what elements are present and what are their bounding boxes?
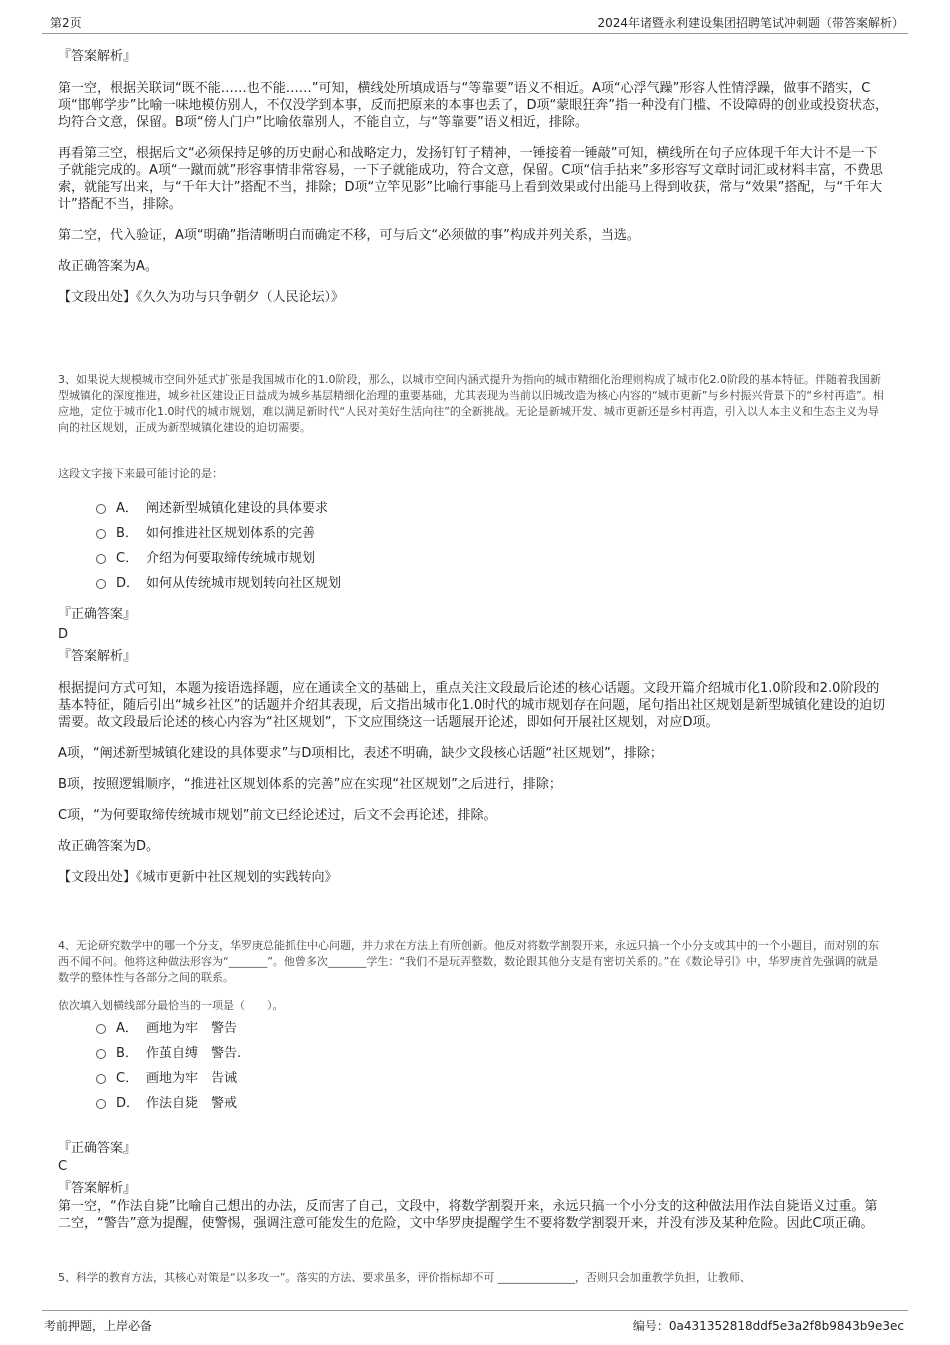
q4-option-a[interactable]: A． 画地为牢 警告: [96, 1016, 241, 1041]
q2-conclusion: 故正确答案为A。: [58, 259, 158, 274]
q3-answer: D: [58, 627, 69, 642]
document-id: 编号：0a431352818ddf5e3a2f8b9843b9e3ec: [632, 1319, 904, 1333]
q3-option-b[interactable]: B． 如何推进社区规划体系的完善: [96, 521, 341, 546]
q3-stem: 3、如果说大规模城市空间外延式扩张是我国城市化的1.0阶段，那么，以城市空间内涵式提升为指向的城市精细化治理则构成了城市化2.0阶段的基本特征。伴随着我国新型城镇化的深度推进，城乡社区建设正日益成为城乡基层精细化治理的重要基础，尤其表现为当前以旧城改造为核心内容的“城市更新”与乡村振兴背景下的“乡村再造”。相应地，定位于城市化1.0时代的城市规划，难以满足新时代“人民对美好生活向往”的全新挑战。无论是新城开发、城市更新还是乡村再造，引入以人本主义和生态主义为导向的社区规划，正成为新型城镇化建设的迫切需要。: [58, 373, 884, 434]
q3-question: 这段文字接下来最可能讨论的是：: [58, 467, 223, 480]
q3-source: 【文段出处】《城市更新中社区规划的实践转向》: [58, 870, 338, 885]
radio-icon[interactable]: [96, 1099, 106, 1109]
q3-analysis-a: A项，“阐述新型城镇化建设的具体要求”与D项相比，表述不明确，缺少文段核心话题“社区规划”，排除；: [58, 746, 663, 761]
q3-analysis-label: 『答案解析』: [58, 649, 137, 664]
q4-option-c[interactable]: C． 画地为牢 告诫: [96, 1066, 241, 1091]
q3-option-a[interactable]: A． 阐述新型城镇化建设的具体要求: [96, 496, 341, 521]
radio-icon[interactable]: [96, 529, 106, 539]
q3-analysis-para-1: 根据提问方式可知，本题为接语选择题，应在通读全文的基础上，重点关注文段最后论述的核心话题。文段开篇介绍城市化1.0阶段和2.0阶段的基本特征，随后引出“城乡社区”的话题并介绍其表现，后文指出城市化1.0时代的城市规划存在问题，尾句指出社区规划是新型城镇化建设的迫切需要。故文段最后论述的核心内容为“社区规划”，下文应围绕这一话题展开论述，即如何开展社区规划，对应D项。: [58, 681, 886, 730]
q4-options: [96, 1016, 241, 1116]
radio-icon[interactable]: [96, 1074, 106, 1084]
q2-analysis-para-3: 第二空，代入验证，A项“明确”指清晰明白而确定不移，可与后文“必须做的事”构成并列关系，当选。: [58, 228, 640, 243]
q4-option-d[interactable]: D． 作法自毙 警戒: [96, 1091, 241, 1116]
q4-question: 依次填入划横线部分最恰当的一项是（ ）。: [58, 999, 284, 1012]
page-header: [42, 12, 908, 34]
q3-analysis-c: C项，“为何要取缔传统城市规划”前文已经论述过，后文不会再论述，排除。: [58, 808, 497, 823]
q3-option-c[interactable]: C． 介绍为何要取缔传统城市规划: [96, 546, 341, 571]
q3-analysis: [58, 680, 888, 900]
q4-analysis-label: 『答案解析』: [58, 1181, 137, 1196]
q3-options: [96, 496, 341, 596]
q4-option-b[interactable]: B． 作茧自缚 警告.: [96, 1041, 241, 1066]
q4-answer: C: [58, 1159, 68, 1174]
q4-answer-label: 『正确答案』: [58, 1141, 137, 1156]
q3-analysis-b: B项，按照逻辑顺序，“推进社区规划体系的完善”应在实现“社区规划”之后进行，排除；: [58, 777, 562, 792]
q2-analysis-label: 『答案解析』: [58, 49, 137, 64]
q2-analysis: [58, 80, 888, 320]
radio-icon[interactable]: [96, 504, 106, 514]
q2-analysis-para-1: 第一空，根据关联词“既不能……也不能……”可知，横线处所填成语与“等靠要”语义不相近。A项“心浮气躁”形容人性情浮躁，做事不踏实，C项“邯郸学步”比喻一味地模仿别人，不仅没学到本事，反而把原来的本事也丢了，D项“蒙眼狂奔”指一种没有门槛、不设障碍的创业或投资状态，均符合文意，保留。B项“傍人门户”比喻依靠别人，不能自立，与“等靠要”语义相近，排除。: [58, 81, 888, 130]
radio-icon[interactable]: [96, 554, 106, 564]
q2-analysis-para-2: 再看第三空，根据后文“必须保持足够的历史耐心和战略定力，发扬钉钉子精神，一锤接着一锤敲”可知，横线所在句子应体现千年大计不是一下子就能完成的。A项“一蹴而就”形容事情非常容易，一下子就能成功，符合文意，保留。C项“信手拈来”多形容写文章时词汇或材料丰富，不费思索，就能写出来，与“千年大计”搭配不当，排除；D项“立竿见影”比喻行事能马上看到效果或付出能马上得到收获，常与“效果”搭配，与“千年大计”搭配不当，排除。: [58, 146, 883, 212]
document-title: 2024年诸暨永利建设集团招聘笔试冲刺题（带答案解析）: [597, 16, 904, 30]
radio-icon[interactable]: [96, 1024, 106, 1034]
radio-icon[interactable]: [96, 1049, 106, 1059]
q3-option-d[interactable]: D． 如何从传统城市规划转向社区规划: [96, 571, 341, 596]
q4-analysis: 第一空，“作法自毙”比喻自己想出的办法，反而害了自己，文段中，将数学割裂开来，永远只搞一个小分支的这种做法用作法自毙语义过重。第二空，“警告”意为提醒，使警惕，强调注意可能发生的危险，文中华罗庚提醒学生不要将数学割裂开来，并没有涉及某种危险。因此C项正确。: [58, 1199, 878, 1231]
page-number: 第2页: [50, 16, 82, 30]
q3-conclusion: 故正确答案为D。: [58, 839, 160, 854]
q3-answer-label: 『正确答案』: [58, 607, 137, 622]
q4-stem: 4、无论研究数学中的哪一个分支，华罗庚总能抓住中心问题，并力求在方法上有所创新。他反对将数学割裂开来，永远只搞一个小分支或其中的一个小题目，而对别的东西不闻不问。他将这种做法形容为“_______”。他曾多次_______学生：“我们不是玩弄整数，数论跟其他分支是有密切关系的。”在《数论导引》中，华罗庚首先强调的就是数学的整体性与各部分之间的联系。: [58, 939, 879, 984]
page-footer: [42, 1310, 908, 1338]
q5-stem: 5、科学的教育方法，其核心对策是“以多攻一”。落实的方法、要求虽多，评价指标却不可 ______________，否则只会加重教学负担，让教师、: [58, 1271, 751, 1284]
q2-source: 【文段出处】《久久为功与只争朝夕（人民论坛）》: [58, 290, 345, 305]
radio-icon[interactable]: [96, 579, 106, 589]
footer-slogan: 考前押题，上岸必备: [44, 1319, 153, 1333]
